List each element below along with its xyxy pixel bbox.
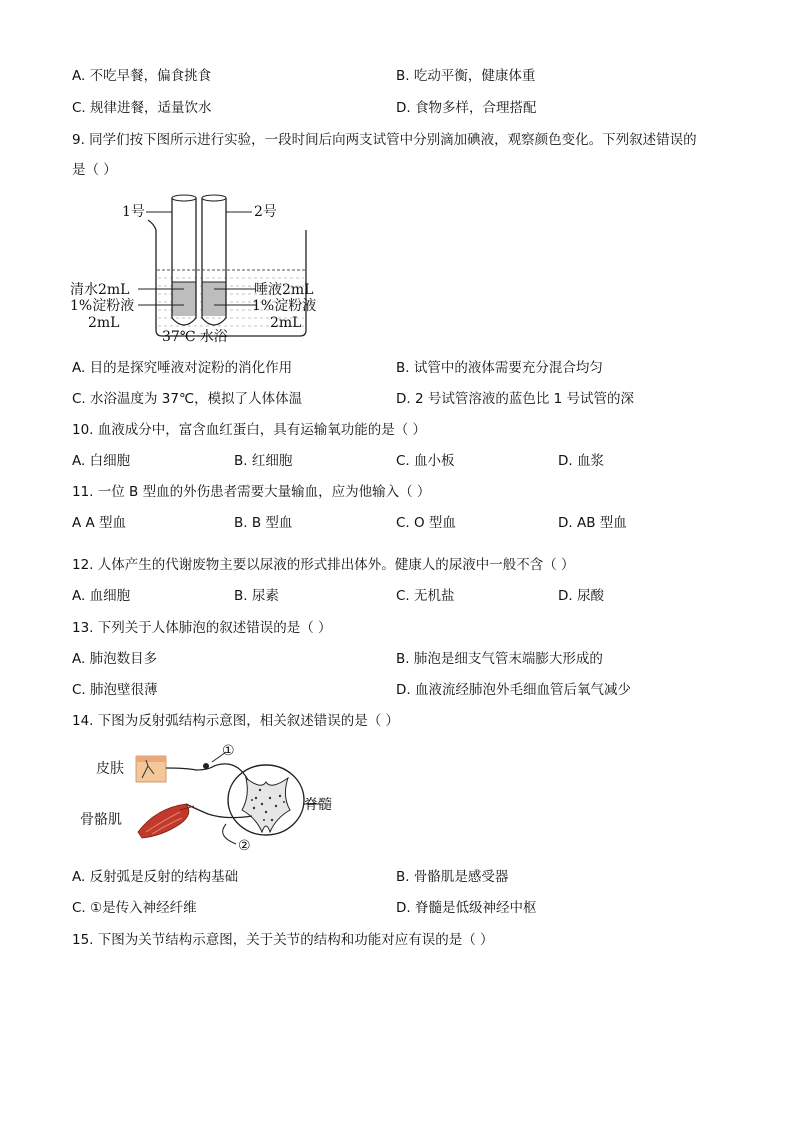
q13-option-d: D. 血液流经肺泡外毛细血管后氧气减少 [396,682,631,698]
q9-option-a: A. 目的是探究唾液对淀粉的消化作用 [72,360,293,376]
q14-option-a: A. 反射弧是反射的结构基础 [72,869,239,885]
q14-option-c: C. ①是传入神经纤维 [72,900,197,916]
q12-option-b: B. 尿素 [234,588,279,604]
q8-option-c: C. 规律进餐，适量饮水 [72,100,212,116]
q9-option-d: D. 2 号试管溶液的蓝色比 1 号试管的深 [396,391,635,407]
q8-option-a: A. 不吃早餐，偏食挑食 [72,68,212,84]
q11-option-d: D. AB 型血 [558,515,627,531]
q12-option-d: D. 尿酸 [558,588,604,604]
q9-stem-line2: 是（ ） [72,162,117,178]
q13-option-b: B. 肺泡是细支气管末端膨大形成的 [396,651,603,667]
q12-stem: 12. 人体产生的代谢废物主要以尿液的形式排出体外。健康人的尿液中一般不含（ ） [72,557,575,573]
q13-stem: 13. 下列关于人体肺泡的叙述错误的是（ ） [72,620,332,636]
label-starch-right: 1%淀粉液 [252,298,317,314]
label-volume-right: 2mL [270,315,302,331]
marker-1: ① [222,743,235,759]
q14-stem: 14. 下图为反射弧结构示意图，相关叙述错误的是（ ） [72,713,400,729]
q9-option-c: C. 水浴温度为 37℃，模拟了人体体温 [72,391,303,407]
skeletal-muscle [138,804,194,838]
q15-stem: 15. 下图为关节结构示意图，关于关节的结构和功能对应有误的是（ ） [72,932,494,948]
q14-option-b: B. 骨骼肌是感受器 [396,869,509,885]
q11-stem: 11. 一位 B 型血的外伤患者需要大量输血，应为他输入（ ） [72,484,431,500]
q10-option-d: D. 血浆 [558,453,604,469]
q13-option-a: A. 肺泡数目多 [72,651,158,667]
label-tube-1: 1号 [122,204,145,220]
q14-reflex-arc-figure [76,740,346,860]
q11-option-b: B. B 型血 [234,515,293,531]
q12-option-a: A. 血细胞 [72,588,131,604]
label-volume-left: 2mL [88,315,120,331]
q14-option-d: D. 脊髓是低级神经中枢 [396,900,537,916]
label-water-bath: 37℃ 水浴 [162,329,228,345]
q10-option-c: C. 血小板 [396,453,455,469]
q9-option-b: B. 试管中的液体需要充分混合均匀 [396,360,603,376]
q11-option-a: A A 型血 [72,515,127,531]
q11-option-c: C. O 型血 [396,515,456,531]
label-skin: 皮肤 [96,761,124,777]
q8-option-b: B. 吃动平衡，健康体重 [396,68,536,84]
q10-stem: 10. 血液成分中，富含血红蛋白，具有运输氧功能的是（ ） [72,422,427,438]
q13-option-c: C. 肺泡壁很薄 [72,682,158,698]
q9-experiment-figure [66,190,346,350]
q12-option-c: C. 无机盐 [396,588,455,604]
label-muscle: 骨骼肌 [80,812,122,828]
label-water: 清水2mL [70,282,130,298]
spinal-cord [228,765,304,835]
marker-2: ② [238,838,251,854]
label-tube-2: 2号 [254,204,277,220]
label-saliva: 唾液2mL [254,282,314,298]
q8-option-d: D. 食物多样，合理搭配 [396,100,537,116]
label-spinal-cord: 脊髓 [304,797,332,813]
label-starch-left: 1%淀粉液 [70,298,135,314]
skin-illustration [136,756,166,782]
q10-option-b: B. 红细胞 [234,453,293,469]
q9-stem-line1: 9. 同学们按下图所示进行实验，一段时间后向两支试管中分别滴加碘液，观察颜色变化。下列叙述错误的 [72,132,697,148]
q10-option-a: A. 白细胞 [72,453,131,469]
